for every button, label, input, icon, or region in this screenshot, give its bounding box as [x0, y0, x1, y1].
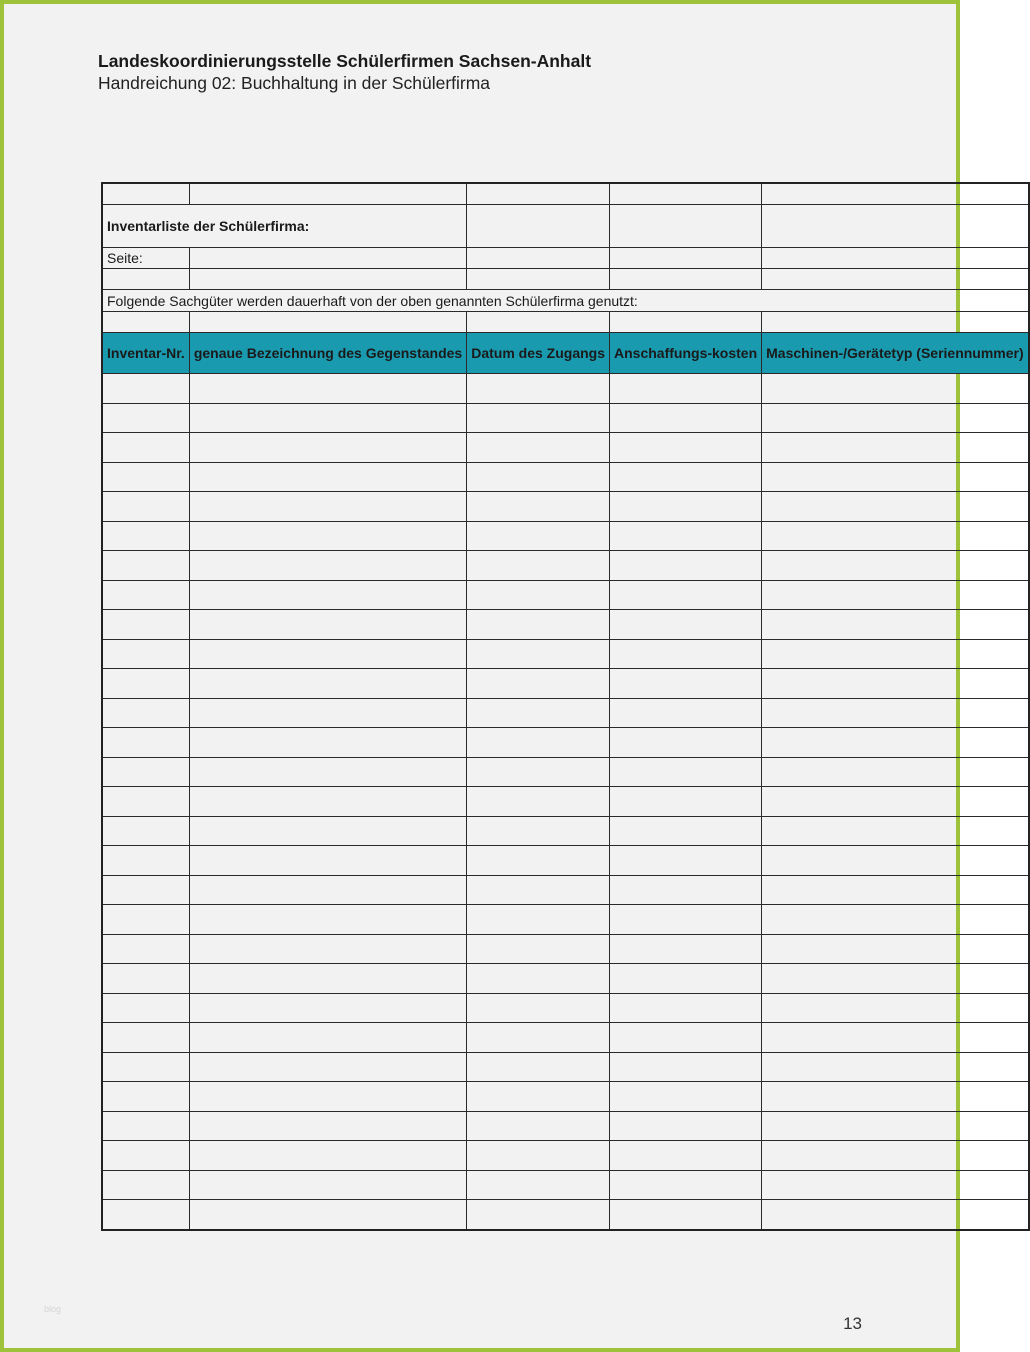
- acquisition-date-cell[interactable]: [467, 610, 610, 640]
- acquisition-cost-cell[interactable]: [610, 1052, 762, 1082]
- device-type-cell[interactable]: [762, 787, 1029, 817]
- item-description-cell[interactable]: [189, 374, 466, 404]
- acquisition-cost-cell[interactable]: [610, 1170, 762, 1200]
- table-row: [102, 1111, 1029, 1141]
- item-description-cell[interactable]: [189, 580, 466, 610]
- item-description-cell[interactable]: [189, 433, 466, 463]
- acquisition-cost-cell[interactable]: [610, 1082, 762, 1112]
- device-type-cell[interactable]: [762, 728, 1029, 758]
- table-row: [102, 639, 1029, 669]
- page-field-row: [102, 248, 1029, 269]
- acquisition-cost-cell[interactable]: [610, 374, 762, 404]
- table-row: [102, 374, 1029, 404]
- acquisition-date-cell[interactable]: [467, 934, 610, 964]
- device-type-cell[interactable]: [762, 875, 1029, 905]
- acquisition-date-cell[interactable]: [467, 757, 610, 787]
- document-header: [98, 50, 591, 94]
- acquisition-cost-cell[interactable]: [610, 846, 762, 876]
- acquisition-date-cell[interactable]: [467, 374, 610, 404]
- watermark: blog: [44, 1304, 62, 1314]
- organization-title: Landeskoordinierungsstelle Schülerfirmen Sachsen-Anhalt: [98, 51, 592, 71]
- inventory-number-cell[interactable]: [102, 728, 189, 758]
- table-row: [102, 846, 1029, 876]
- table-row: [102, 905, 1029, 935]
- inventory-number-cell[interactable]: [102, 1082, 189, 1112]
- table-row: [102, 669, 1029, 699]
- page-number: 13: [843, 1314, 862, 1333]
- inventory-number-cell[interactable]: [102, 521, 189, 551]
- acquisition-date-cell[interactable]: [467, 993, 610, 1023]
- item-description-cell[interactable]: [189, 1170, 466, 1200]
- acquisition-cost-cell[interactable]: [610, 610, 762, 640]
- inventory-number-cell[interactable]: [102, 698, 189, 728]
- acquisition-date-cell[interactable]: [467, 433, 610, 463]
- acquisition-date-cell[interactable]: [467, 787, 610, 817]
- acquisition-cost-cell[interactable]: [610, 787, 762, 817]
- item-description-cell[interactable]: [189, 846, 466, 876]
- table-row: [102, 610, 1029, 640]
- device-type-cell[interactable]: [762, 757, 1029, 787]
- acquisition-date-cell[interactable]: [467, 639, 610, 669]
- acquisition-date-cell[interactable]: [467, 1200, 610, 1230]
- device-type-cell[interactable]: [762, 521, 1029, 551]
- form-description: Folgende Sachgüter werden dauerhaft von der oben genannten Schülerfirma genutzt:: [102, 290, 1029, 312]
- inventory-number-cell[interactable]: [102, 492, 189, 522]
- acquisition-cost-cell[interactable]: [610, 551, 762, 581]
- inventory-number-cell[interactable]: [102, 787, 189, 817]
- acquisition-date-cell[interactable]: [467, 1111, 610, 1141]
- inventory-number-cell[interactable]: [102, 757, 189, 787]
- acquisition-date-cell[interactable]: [467, 669, 610, 699]
- acquisition-date-cell[interactable]: [467, 521, 610, 551]
- inventory-number-cell[interactable]: [102, 1023, 189, 1053]
- inventory-number-cell[interactable]: [102, 462, 189, 492]
- device-type-cell[interactable]: [762, 846, 1029, 876]
- item-description-cell[interactable]: [189, 1141, 466, 1171]
- device-type-cell[interactable]: [762, 610, 1029, 640]
- table-row: [102, 964, 1029, 994]
- acquisition-cost-cell[interactable]: [610, 698, 762, 728]
- item-description-cell[interactable]: [189, 787, 466, 817]
- acquisition-cost-cell[interactable]: [610, 462, 762, 492]
- inventory-number-cell[interactable]: [102, 669, 189, 699]
- acquisition-cost-cell[interactable]: [610, 433, 762, 463]
- device-type-cell[interactable]: [762, 1052, 1029, 1082]
- table-row: [102, 551, 1029, 581]
- header-device-type: Maschinen-/Gerätetyp (Seriennummer): [762, 333, 1029, 374]
- device-type-cell[interactable]: [762, 1141, 1029, 1171]
- acquisition-cost-cell[interactable]: [610, 993, 762, 1023]
- acquisition-cost-cell[interactable]: [610, 816, 762, 846]
- acquisition-cost-cell[interactable]: [610, 875, 762, 905]
- acquisition-date-cell[interactable]: [467, 846, 610, 876]
- item-description-cell[interactable]: [189, 875, 466, 905]
- spacer-row: [102, 183, 1029, 205]
- table-row: [102, 580, 1029, 610]
- acquisition-cost-cell[interactable]: [610, 728, 762, 758]
- item-description-cell[interactable]: [189, 492, 466, 522]
- inventory-number-cell[interactable]: [102, 1200, 189, 1230]
- table-row: [102, 1082, 1029, 1112]
- table-row: [102, 1141, 1029, 1171]
- item-description-cell[interactable]: [189, 816, 466, 846]
- acquisition-date-cell[interactable]: [467, 875, 610, 905]
- inventory-number-cell[interactable]: [102, 934, 189, 964]
- device-type-cell[interactable]: [762, 433, 1029, 463]
- device-type-cell[interactable]: [762, 669, 1029, 699]
- acquisition-cost-cell[interactable]: [610, 492, 762, 522]
- table-row: [102, 787, 1029, 817]
- acquisition-cost-cell[interactable]: [610, 669, 762, 699]
- header-acquisition-cost: Anschaffungs-kosten: [610, 333, 762, 374]
- table-row: [102, 492, 1029, 522]
- item-description-cell[interactable]: [189, 403, 466, 433]
- page-label: Seite:: [102, 248, 189, 269]
- inventory-number-cell[interactable]: [102, 1141, 189, 1171]
- device-type-cell[interactable]: [762, 993, 1029, 1023]
- table-row: [102, 816, 1029, 846]
- inventory-number-cell[interactable]: [102, 816, 189, 846]
- table-row: [102, 993, 1029, 1023]
- form-title: Inventarliste der Schülerfirma:: [102, 205, 467, 248]
- acquisition-date-cell[interactable]: [467, 462, 610, 492]
- device-type-cell[interactable]: [762, 816, 1029, 846]
- item-description-cell[interactable]: [189, 610, 466, 640]
- acquisition-date-cell[interactable]: [467, 403, 610, 433]
- inventory-number-cell[interactable]: [102, 993, 189, 1023]
- item-description-cell[interactable]: [189, 1052, 466, 1082]
- inventory-table: [101, 182, 1030, 1231]
- table-row: [102, 1170, 1029, 1200]
- inventory-number-cell[interactable]: [102, 433, 189, 463]
- inventory-number-cell[interactable]: [102, 580, 189, 610]
- acquisition-cost-cell[interactable]: [610, 964, 762, 994]
- page-field[interactable]: [189, 248, 466, 269]
- acquisition-date-cell[interactable]: [467, 492, 610, 522]
- item-description-cell[interactable]: [189, 462, 466, 492]
- inventory-number-cell[interactable]: [102, 1052, 189, 1082]
- table-row: [102, 757, 1029, 787]
- device-type-cell[interactable]: [762, 964, 1029, 994]
- inventory-number-cell[interactable]: [102, 846, 189, 876]
- device-type-cell[interactable]: [762, 1170, 1029, 1200]
- acquisition-cost-cell[interactable]: [610, 905, 762, 935]
- acquisition-date-cell[interactable]: [467, 905, 610, 935]
- item-description-cell[interactable]: [189, 1111, 466, 1141]
- acquisition-date-cell[interactable]: [467, 1023, 610, 1053]
- item-description-cell[interactable]: [189, 934, 466, 964]
- inventory-number-cell[interactable]: [102, 875, 189, 905]
- inventory-number-cell[interactable]: [102, 374, 189, 404]
- table-row: [102, 1200, 1029, 1230]
- table-row: [102, 462, 1029, 492]
- device-type-cell[interactable]: [762, 492, 1029, 522]
- item-description-cell[interactable]: [189, 1082, 466, 1112]
- device-type-cell[interactable]: [762, 1200, 1029, 1230]
- device-type-cell[interactable]: [762, 403, 1029, 433]
- table-row: [102, 521, 1029, 551]
- spacer-row: [102, 312, 1029, 333]
- acquisition-date-cell[interactable]: [467, 551, 610, 581]
- item-description-cell[interactable]: [189, 521, 466, 551]
- spacer-row: [102, 269, 1029, 290]
- item-description-cell[interactable]: [189, 728, 466, 758]
- inventory-number-cell[interactable]: [102, 403, 189, 433]
- acquisition-date-cell[interactable]: [467, 1141, 610, 1171]
- inventory-number-cell[interactable]: [102, 964, 189, 994]
- device-type-cell[interactable]: [762, 462, 1029, 492]
- item-description-cell[interactable]: [189, 669, 466, 699]
- acquisition-date-cell[interactable]: [467, 816, 610, 846]
- table-row: [102, 1023, 1029, 1053]
- table-row: [102, 1052, 1029, 1082]
- item-description-cell[interactable]: [189, 639, 466, 669]
- inventory-number-cell[interactable]: [102, 1170, 189, 1200]
- item-description-cell[interactable]: [189, 1200, 466, 1230]
- device-type-cell[interactable]: [762, 698, 1029, 728]
- item-description-cell[interactable]: [189, 993, 466, 1023]
- item-description-cell[interactable]: [189, 698, 466, 728]
- inventory-number-cell[interactable]: [102, 639, 189, 669]
- acquisition-cost-cell[interactable]: [610, 521, 762, 551]
- acquisition-cost-cell[interactable]: [610, 1111, 762, 1141]
- table-row: [102, 934, 1029, 964]
- inventory-number-cell[interactable]: [102, 551, 189, 581]
- acquisition-cost-cell[interactable]: [610, 757, 762, 787]
- device-type-cell[interactable]: [762, 551, 1029, 581]
- item-description-cell[interactable]: [189, 551, 466, 581]
- acquisition-date-cell[interactable]: [467, 1052, 610, 1082]
- device-type-cell[interactable]: [762, 1023, 1029, 1053]
- acquisition-cost-cell[interactable]: [610, 934, 762, 964]
- acquisition-date-cell[interactable]: [467, 1082, 610, 1112]
- table-row: [102, 698, 1029, 728]
- acquisition-cost-cell[interactable]: [610, 403, 762, 433]
- acquisition-date-cell[interactable]: [467, 580, 610, 610]
- header-inventory-number: Inventar-Nr.: [102, 333, 189, 374]
- inventory-number-cell[interactable]: [102, 1111, 189, 1141]
- device-type-cell[interactable]: [762, 374, 1029, 404]
- acquisition-date-cell[interactable]: [467, 1170, 610, 1200]
- header-acquisition-date: Datum des Zugangs: [467, 333, 610, 374]
- table-row: [102, 875, 1029, 905]
- item-description-cell[interactable]: [189, 964, 466, 994]
- form-title-row: [102, 205, 1029, 248]
- item-description-cell[interactable]: [189, 1023, 466, 1053]
- acquisition-date-cell[interactable]: [467, 728, 610, 758]
- acquisition-cost-cell[interactable]: [610, 1200, 762, 1230]
- device-type-cell[interactable]: [762, 934, 1029, 964]
- item-description-cell[interactable]: [189, 905, 466, 935]
- inventory-number-cell[interactable]: [102, 610, 189, 640]
- device-type-cell[interactable]: [762, 1082, 1029, 1112]
- acquisition-cost-cell[interactable]: [610, 1023, 762, 1053]
- document-subtitle: Handreichung 02: Buchhaltung in der Schülerfirma: [98, 73, 491, 93]
- device-type-cell[interactable]: [762, 580, 1029, 610]
- table-row: [102, 728, 1029, 758]
- device-type-cell[interactable]: [762, 905, 1029, 935]
- table-row: [102, 433, 1029, 463]
- acquisition-cost-cell[interactable]: [610, 1141, 762, 1171]
- description-row: [102, 290, 1029, 312]
- header-item-description: genaue Bezeichnung des Gegenstandes: [189, 333, 466, 374]
- device-type-cell[interactable]: [762, 639, 1029, 669]
- acquisition-cost-cell[interactable]: [610, 639, 762, 669]
- table-row: [102, 403, 1029, 433]
- column-header-row: [102, 333, 1029, 374]
- acquisition-cost-cell[interactable]: [610, 580, 762, 610]
- inventory-number-cell[interactable]: [102, 905, 189, 935]
- acquisition-date-cell[interactable]: [467, 964, 610, 994]
- item-description-cell[interactable]: [189, 757, 466, 787]
- device-type-cell[interactable]: [762, 1111, 1029, 1141]
- acquisition-date-cell[interactable]: [467, 698, 610, 728]
